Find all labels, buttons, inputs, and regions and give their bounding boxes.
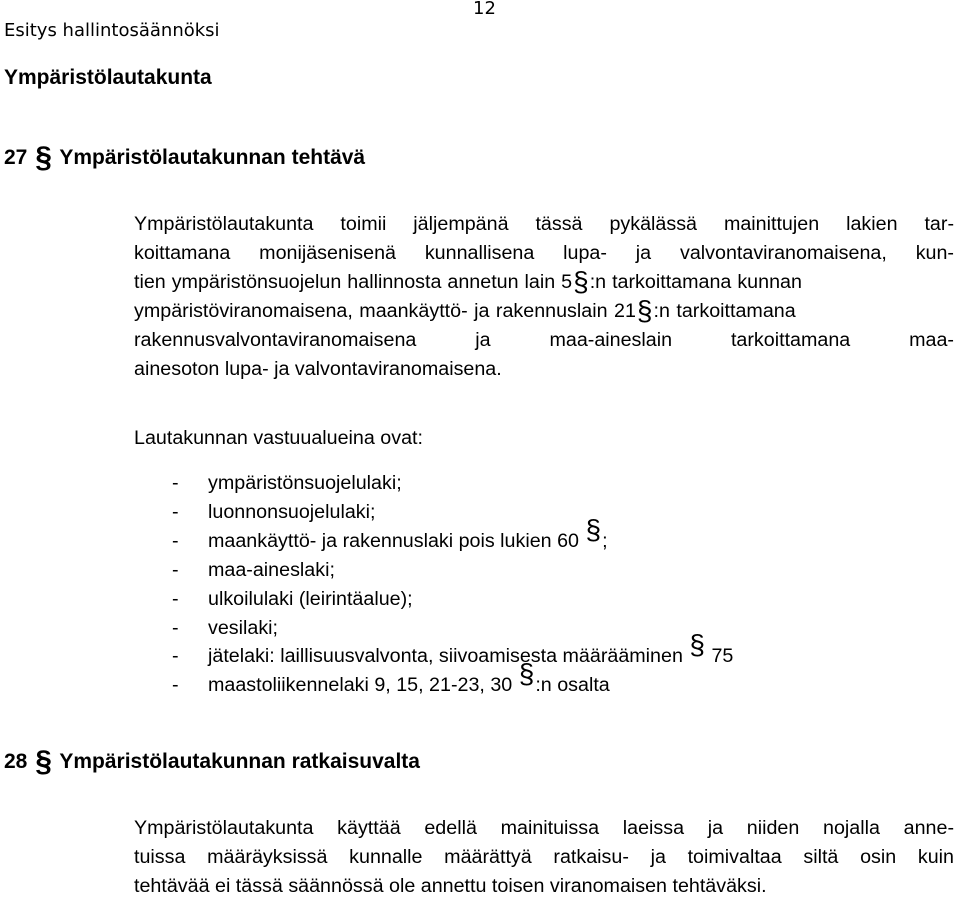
list-item-text: jätelaki: laillisuusvalvonta, siivoamisesta määrääminen	[208, 645, 683, 668]
section-27-title: Ympäristölautakunnan tehtävä	[59, 146, 366, 169]
paragraph-line: tehtävää ei tässä säännössä ole annettu toisen viranomaisen tehtäväksi.	[134, 875, 767, 897]
section-28-title: Ympäristölautakunnan ratkaisuvalta	[59, 750, 420, 773]
list-dash: -	[172, 558, 179, 581]
list-item-text: ympäristönsuojelulaki;	[208, 472, 402, 494]
section-27-paragraph	[134, 210, 954, 384]
document-header-title: Esitys hallintosäännöksi	[4, 20, 220, 41]
section-28-heading: 28 § Ympäristölautakunnan ratkaisuvalta	[4, 745, 420, 778]
list-item-suffix: :n osalta	[535, 674, 610, 697]
list-item	[134, 585, 733, 614]
section-sign: §	[689, 629, 705, 661]
list-item	[134, 498, 733, 527]
paragraph-line: tien ympäristönsuojelun hallinnosta annetun lain 5§:n tarkoittamana kunnan	[134, 266, 802, 297]
areas-intro: Lautakunnan vastuualueina ovat:	[134, 427, 423, 449]
list-item-text: maankäyttö- ja rakennuslaki pois lukien 60	[208, 529, 579, 552]
list-dash: -	[172, 472, 179, 494]
paragraph-line: rakennusvalvontaviranomaisena ja maa-aineslain tarkoittamana maa-	[134, 329, 954, 351]
page-number: 12	[473, 0, 496, 19]
paragraph-line: Ympäristölautakunta toimii jäljempänä tässä pykälässä mainittujen lakien tar-	[134, 213, 954, 235]
list-item-suffix: ;	[602, 529, 608, 552]
list-item	[134, 629, 734, 671]
responsibility-list	[134, 469, 733, 700]
section-sign: §	[585, 513, 602, 545]
list-item	[134, 614, 733, 643]
section-27-number: 27	[4, 146, 28, 169]
paragraph-line: tuissa määräyksissä kunnalle määrättyä ratkaisu- ja toimivaltaa siltä osin kuin	[134, 846, 954, 868]
section-sign: §	[573, 266, 589, 297]
list-dash: -	[172, 645, 179, 668]
list-dash: -	[172, 674, 179, 697]
list-item	[134, 556, 733, 585]
paragraph-line: Ympäristölautakunta käyttää edellä mainituissa laeissa ja niiden nojalla anne-	[134, 817, 954, 839]
list-item-text: vesilaki;	[208, 616, 279, 639]
list-item	[134, 658, 733, 700]
section-28-number: 28	[4, 750, 28, 773]
paragraph-line: ainesoton lupa- ja valvontaviranomaisena.	[134, 358, 502, 380]
list-item-text: ulkoilulaki (leirintäalue);	[208, 587, 413, 610]
list-dash: -	[172, 500, 179, 523]
section-sign: §	[518, 658, 535, 690]
list-dash: -	[172, 587, 179, 610]
list-dash: -	[172, 529, 179, 552]
list-item-suffix: 75	[711, 645, 734, 668]
section-27-heading: 27 § Ympäristölautakunnan tehtävä	[4, 141, 366, 174]
section-sign: §	[636, 295, 653, 326]
list-item-text: maa-aineslaki;	[208, 558, 335, 581]
list-item-text: luonnonsuojelulaki;	[208, 500, 376, 523]
chapter-title: Ympäristölautakunta	[4, 66, 212, 89]
paragraph-line: koittamana monijäsenisenä kunnallisena lupa- ja valvontaviranomaisena, kun-	[134, 242, 954, 264]
list-item-text: maastoliikennelaki 9, 15, 21-23, 30	[208, 674, 513, 697]
list-item	[134, 513, 733, 556]
list-item	[134, 469, 733, 498]
paragraph-line: ympäristöviranomaisena, maankäyttö- ja rakennuslain 21§:n tarkoittamana	[134, 295, 796, 326]
list-dash: -	[172, 616, 179, 639]
section-28-paragraph	[134, 814, 954, 901]
